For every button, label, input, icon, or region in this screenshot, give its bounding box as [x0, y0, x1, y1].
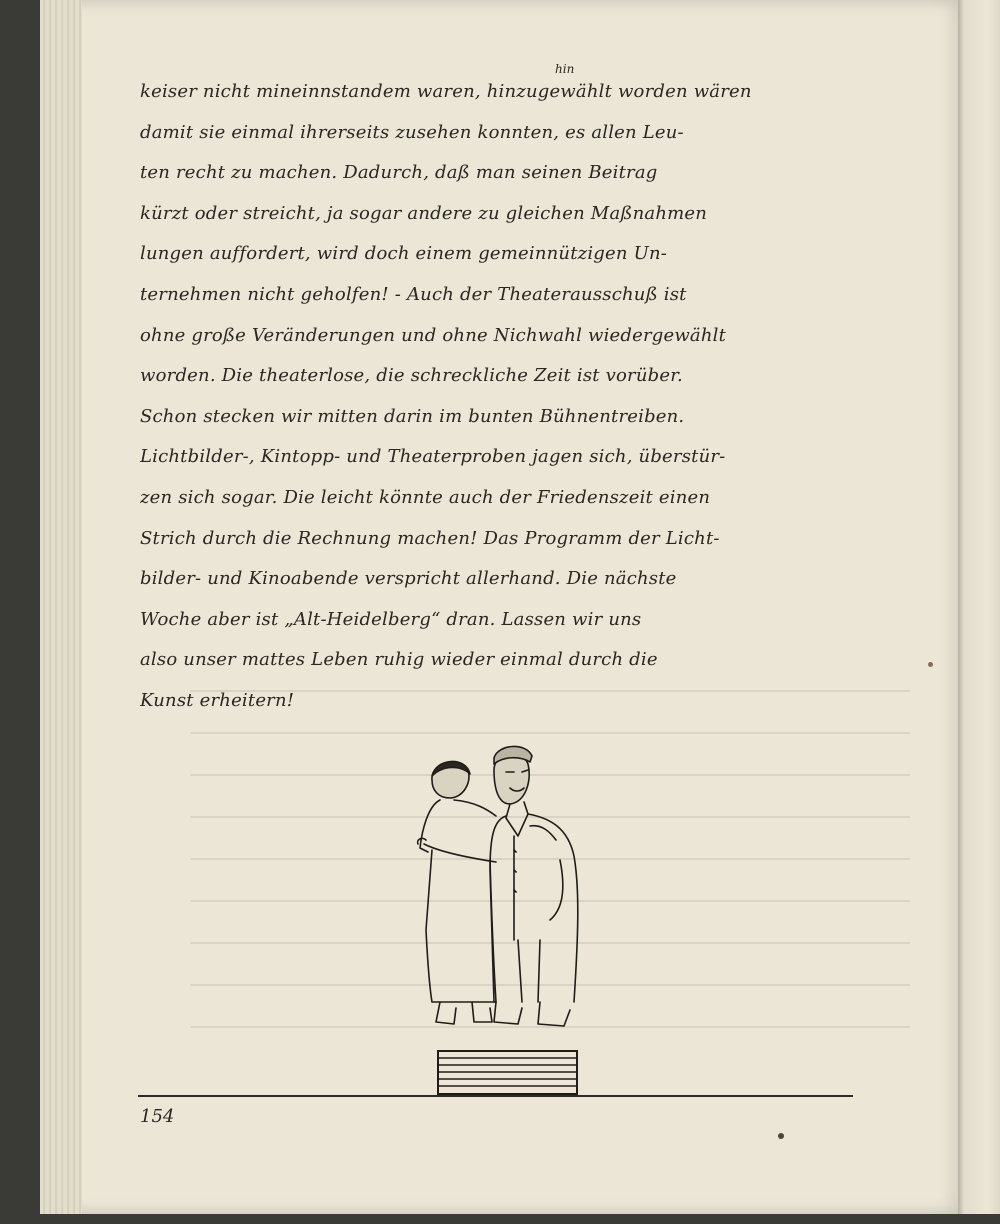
text-line: Woche aber ist „Alt-Heidelberg“ dran. Lassen wir uns — [140, 608, 642, 630]
insertion-mark: hin — [555, 62, 575, 76]
text-line: Strich durch die Rechnung machen! Das Programm der Licht- — [140, 527, 720, 549]
page-number: 154 — [140, 1106, 175, 1127]
ink-dot — [778, 1133, 784, 1139]
text-line: lungen auffordert, wird doch einem gemeinnützigen Un- — [140, 243, 668, 265]
book-page — [40, 0, 958, 1214]
text-line: Kunst erheitern! — [140, 689, 295, 711]
crate-drawing — [437, 1050, 578, 1095]
text-line: zen sich sogar. Die leicht könnte auch der Friedenszeit einen — [140, 486, 711, 508]
handwritten-text — [140, 72, 865, 722]
text-line: damit sie einmal ihrerseits zusehen konnten, es allen Leu- — [140, 121, 684, 143]
text-line: ternehmen nicht geholfen! - Auch der Theaterausschuß ist — [140, 283, 687, 305]
text-line: kürzt oder streicht, ja sogar andere zu gleichen Maßnahmen — [140, 202, 708, 224]
text-line: bilder- und Kinoabende verspricht allerhand. Die nächste — [140, 568, 677, 590]
text-line: also unser mattes Leben ruhig wieder einmal durch die — [140, 649, 658, 671]
text-line: Lichtbilder-, Kintopp- und Theaterproben jagen sich, überstür- — [140, 446, 726, 468]
text-line: ten recht zu machen. Dadurch, daß man seinen Beitrag — [140, 162, 658, 184]
ink-dot — [928, 662, 933, 667]
couple-illustration — [410, 740, 595, 1040]
text-line: worden. Die theaterlose, die schreckliche Zeit ist vorüber. — [140, 365, 683, 387]
text-line: Schon stecken wir mitten darin im bunten Bühnentreiben. — [140, 405, 685, 427]
ground-line — [138, 1095, 853, 1097]
next-page-edge — [958, 0, 1000, 1214]
text-line: keiser nicht mineinnstandem waren, hinzugewählt worden wären — [140, 81, 752, 102]
page-edges — [40, 0, 82, 1214]
text-line: ohne große Veränderungen und ohne Nichwahl wiedergewählt — [140, 324, 727, 346]
